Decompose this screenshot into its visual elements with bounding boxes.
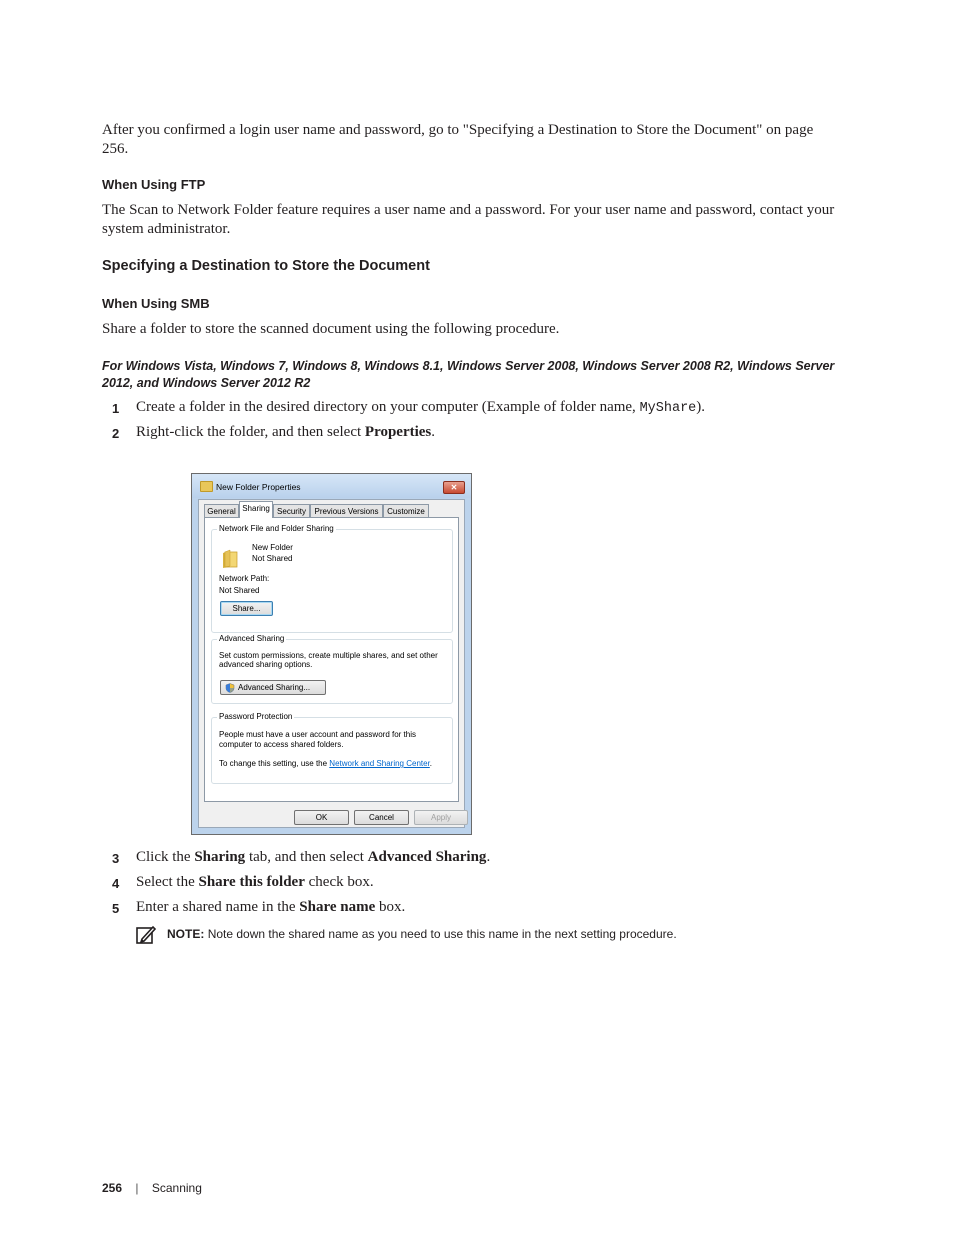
- dialog-titlebar: [192, 474, 471, 498]
- step-bold: Advanced Sharing: [367, 849, 487, 865]
- share-button[interactable]: Share...: [220, 601, 273, 616]
- tab-customize[interactable]: Customize: [383, 504, 429, 517]
- step-4-text: [136, 873, 374, 892]
- step-bold: Share name: [299, 899, 376, 915]
- step-text: Click the: [136, 849, 195, 865]
- sharing-panel: [204, 517, 459, 802]
- step-text: Create a folder in the desired directory on your computer (Example of folder name,: [136, 399, 640, 415]
- step-bold: Sharing: [194, 849, 246, 865]
- pencil-note-icon: [136, 925, 156, 945]
- section-heading: Specifying a Destination to Store the Document: [102, 258, 430, 274]
- step-3-text: [136, 848, 490, 867]
- step-4: [112, 873, 119, 892]
- password-protection-group: [211, 712, 453, 784]
- password-desc-line2: computer to access shared folders.: [219, 740, 344, 749]
- dialog-title: New Folder Properties: [216, 482, 301, 492]
- step-1-text: [136, 398, 705, 418]
- step-text: Right-click the folder, and then select: [136, 424, 365, 440]
- note-text: Note down the shared name as you need to use this name in the next setting procedure.: [207, 927, 677, 941]
- advanced-sharing-group: [211, 634, 453, 704]
- intro-paragraph: After you confirmed a login user name and password, go to "Specifying a Destination to Store the Document" on page 256.: [102, 122, 814, 157]
- group-label: Network File and Folder Sharing: [219, 524, 334, 533]
- step-number: 2: [112, 426, 120, 441]
- folder-icon: [200, 481, 213, 492]
- note: [167, 927, 677, 941]
- step-text-end: .: [431, 424, 436, 440]
- page-footer: [102, 1181, 202, 1195]
- cancel-button[interactable]: Cancel: [354, 810, 409, 825]
- page-number: 256: [102, 1181, 123, 1195]
- step-text: Enter a shared name in the: [136, 899, 300, 915]
- shield-icon: [225, 683, 235, 693]
- advanced-desc-line1: Set custom permissions, create multiple shares, and set other: [219, 651, 438, 660]
- step-number: 1: [112, 401, 120, 416]
- step-text-end: check box.: [304, 874, 374, 890]
- advanced-sharing-label: Advanced Sharing...: [238, 683, 311, 692]
- step-2: [112, 423, 119, 442]
- dialog-client: [198, 499, 465, 828]
- folder-name: New Folder: [252, 543, 293, 552]
- properties-dialog: [191, 473, 472, 835]
- advanced-sharing-button[interactable]: [220, 680, 326, 695]
- step-5-text: [136, 898, 405, 917]
- tab-general[interactable]: General: [204, 504, 239, 517]
- change-text: To change this setting, use the: [219, 759, 330, 768]
- step-number: 3: [112, 851, 120, 866]
- network-path-label: Network Path:: [219, 574, 270, 583]
- step-bold: Share this folder: [198, 874, 305, 890]
- password-desc-line1: People must have a user account and password for this: [219, 730, 416, 739]
- network-sharing-group: [211, 524, 453, 633]
- ftp-paragraph: The Scan to Network Folder feature requires a user name and a password. For your user name and password, contact your system administrator.: [102, 202, 835, 237]
- ok-button[interactable]: OK: [294, 810, 349, 825]
- folder-status: Not Shared: [252, 554, 293, 563]
- step-5: [112, 898, 119, 917]
- step-text-end: box.: [375, 899, 406, 915]
- folder-icon: [221, 549, 239, 569]
- folder-name-code: MyShare: [639, 401, 697, 416]
- group-label: Password Protection: [219, 712, 293, 721]
- advanced-desc-line2: advanced sharing options.: [219, 660, 313, 669]
- network-sharing-center-link[interactable]: Network and Sharing Center: [329, 759, 430, 768]
- step-text-end: ).: [696, 399, 706, 415]
- note-label: NOTE:: [167, 927, 205, 941]
- step-1: [112, 398, 119, 417]
- close-icon[interactable]: ✕: [443, 481, 465, 494]
- apply-button[interactable]: Apply: [414, 810, 468, 825]
- tab-security[interactable]: Security: [273, 504, 310, 517]
- footer-separator: |: [135, 1181, 139, 1195]
- tab-sharing[interactable]: Sharing: [239, 501, 273, 518]
- step-number: 4: [112, 876, 120, 891]
- smb-heading: When Using SMB: [102, 296, 210, 311]
- step-text-end: .: [486, 849, 491, 865]
- step-3: [112, 848, 119, 867]
- tab-previous-versions[interactable]: Previous Versions: [310, 504, 383, 517]
- network-path-value: Not Shared: [219, 586, 260, 595]
- step-number: 5: [112, 901, 120, 916]
- os-heading: For Windows Vista, Windows 7, Windows 8, Windows 8.1, Windows Server 2008, Windows Server 2008 R2, Windows Server 2012, and Windows Server 2012 R2: [102, 359, 835, 390]
- ftp-heading: When Using FTP: [102, 177, 206, 192]
- password-change-text: [219, 759, 432, 769]
- group-label: Advanced Sharing: [219, 634, 285, 643]
- step-2-text: [136, 423, 435, 442]
- footer-section: Scanning: [151, 1181, 202, 1195]
- step-text-mid: tab, and then select: [245, 849, 368, 865]
- step-text: Select the: [136, 874, 199, 890]
- smb-paragraph: Share a folder to store the scanned document using the following procedure.: [102, 321, 560, 337]
- step-bold: Properties: [364, 424, 432, 440]
- change-text-end: .: [429, 759, 433, 768]
